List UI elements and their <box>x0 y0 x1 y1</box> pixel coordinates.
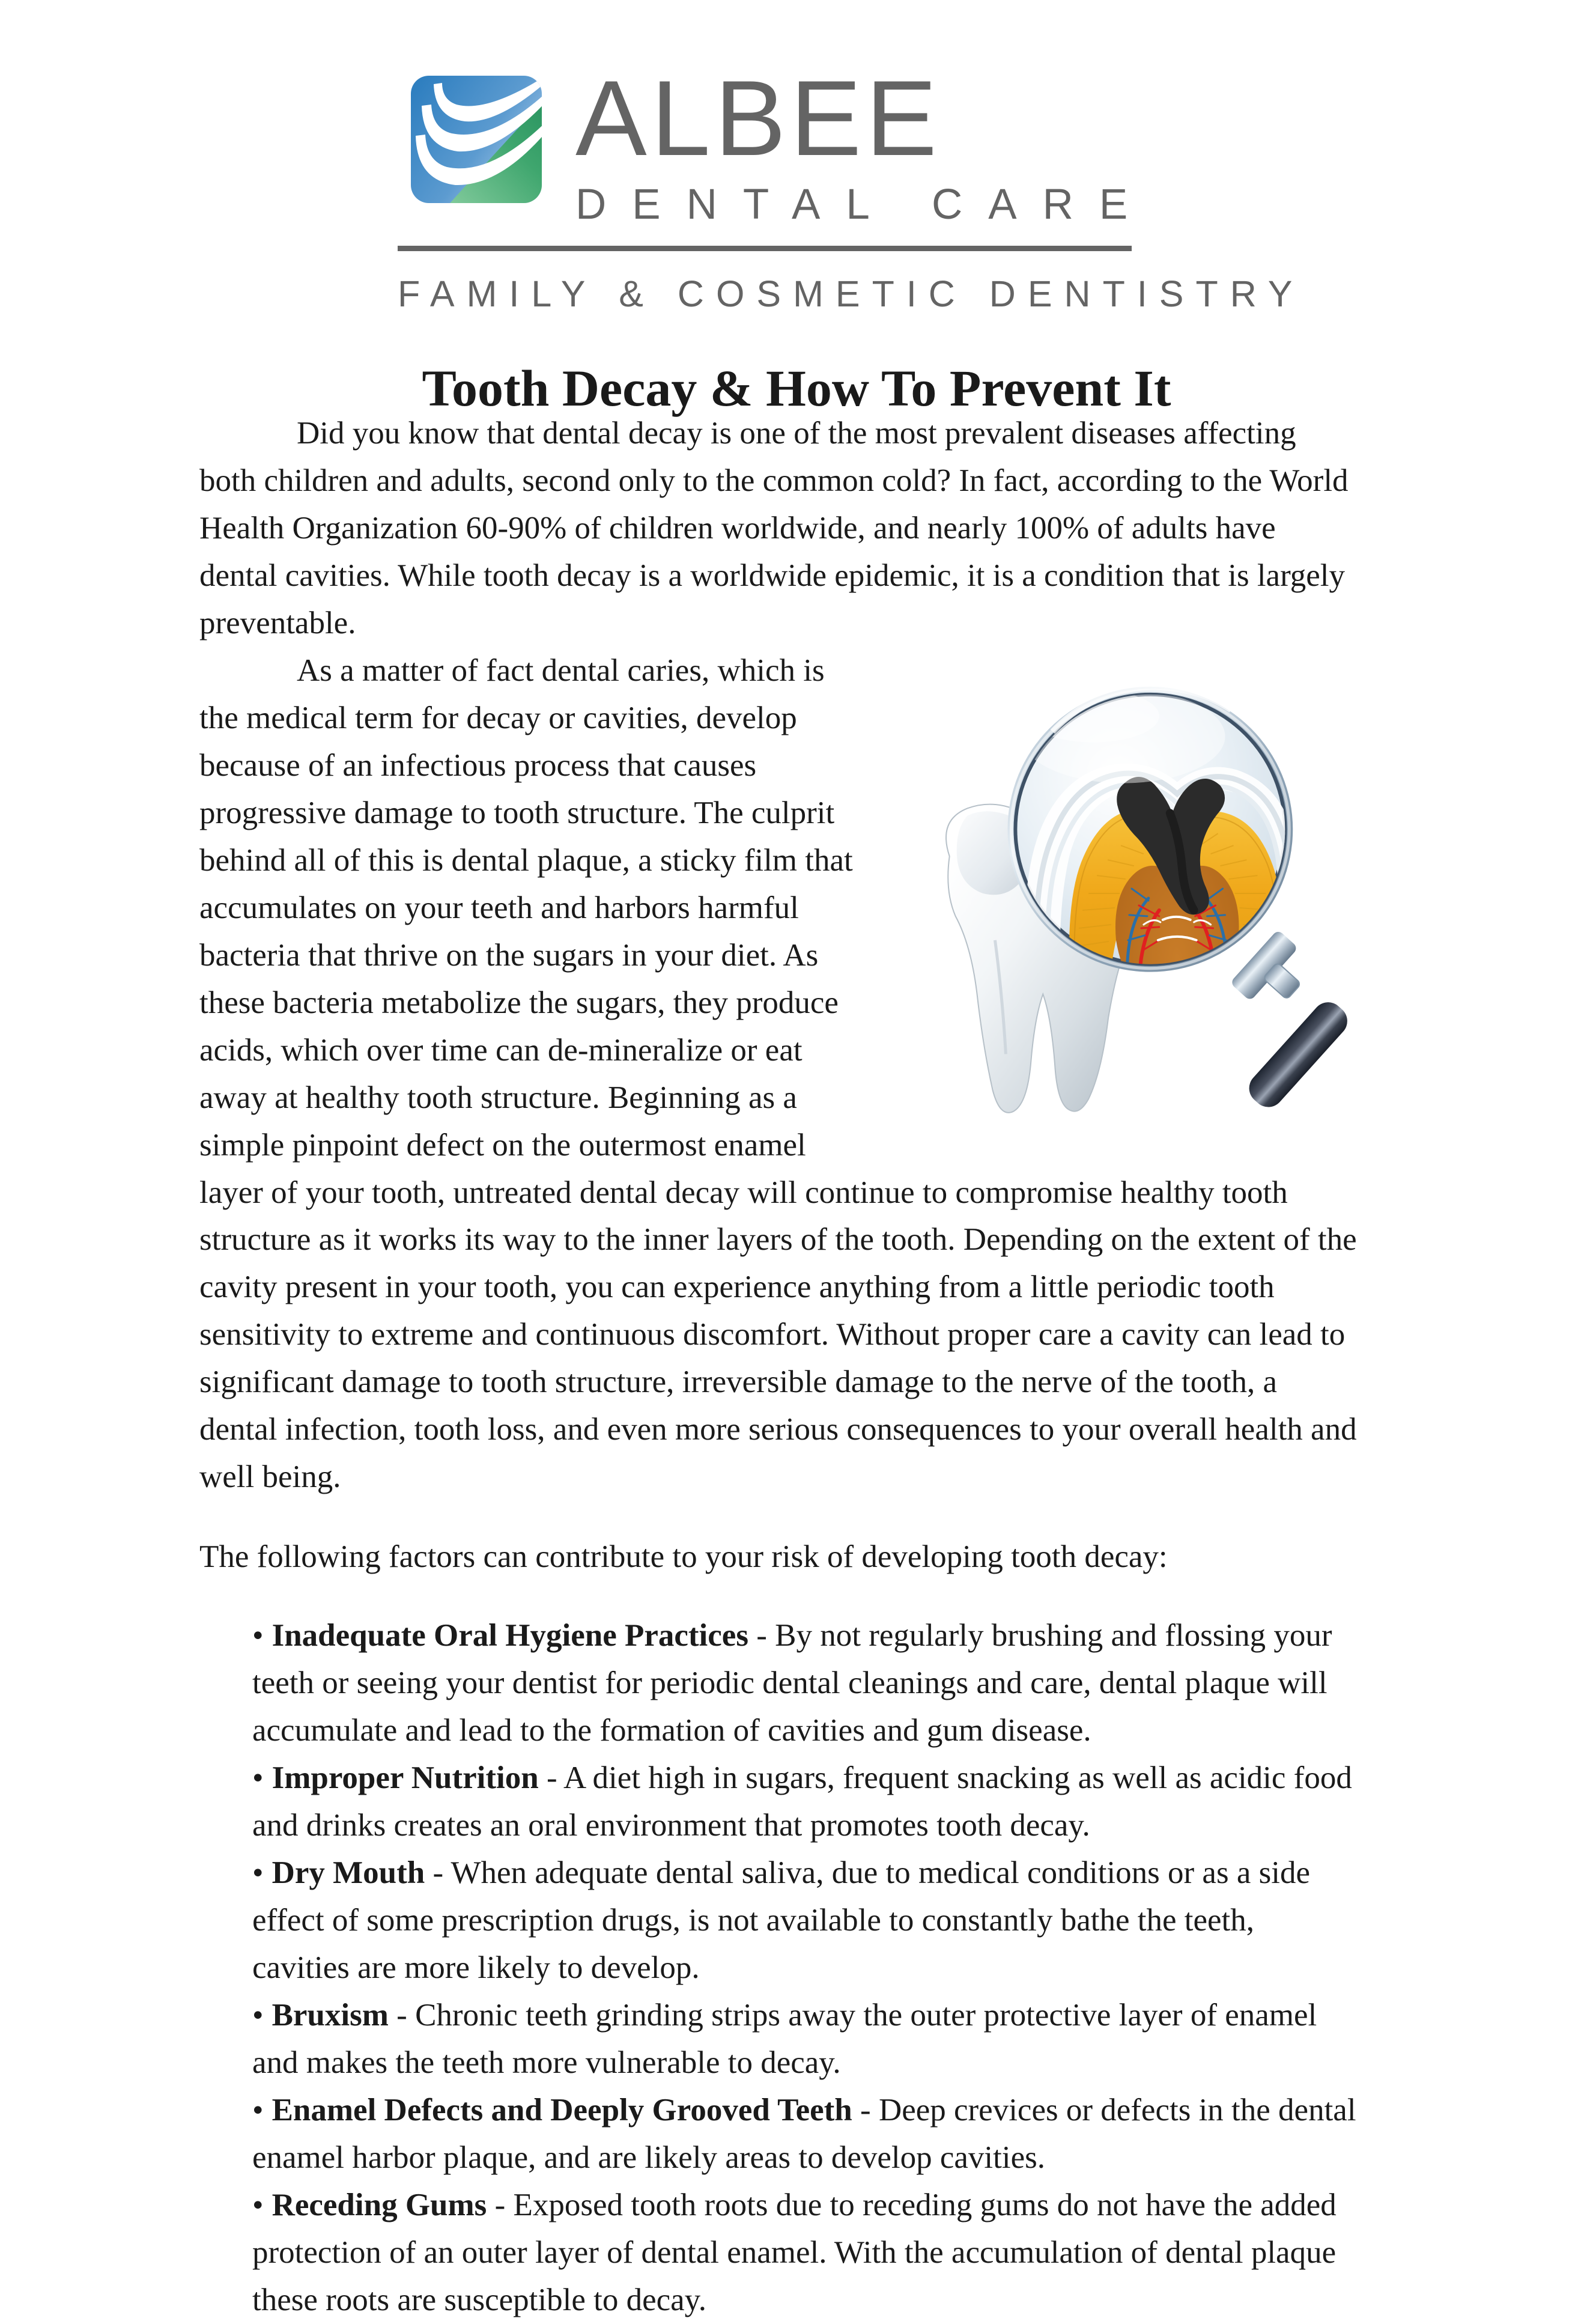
risk-separator: - <box>538 1760 563 1796</box>
page-title: Tooth Decay & How To Prevent It <box>422 359 1171 417</box>
risk-description: Chronic teeth grinding strips away the outer protective layer of enamel and makes the teeth more vulnerable to decay. <box>252 1998 1317 2080</box>
risk-factor-list <box>199 1612 1357 2324</box>
risk-term: Improper Nutrition <box>272 1760 539 1796</box>
risk-separator: - <box>487 2187 514 2222</box>
risk-separator: - <box>852 2092 879 2128</box>
magnifier-handle <box>1230 929 1353 1113</box>
logo-divider-rule <box>398 246 1132 251</box>
risk-separator: - <box>388 1998 416 2033</box>
risk-description: By not regularly brushing and flossing your teeth or seeing your dentist for periodic dental cleanings and care, dental plaque will accumulate and lead to the formation of cavities and gum disease. <box>252 1618 1332 1748</box>
brand-subtitle: DENTAL CARE <box>575 180 1154 228</box>
risk-separator: - <box>748 1618 775 1653</box>
risk-description: A diet high in sugars, frequent snacking as well as acidic food and drinks creates an oral environment that promotes tooth decay. <box>252 1760 1352 1843</box>
list-item <box>252 2087 1357 2182</box>
risk-term: Enamel Defects and Deeply Grooved Teeth <box>272 2092 852 2128</box>
risk-description: Exposed tooth roots due to receding gums do not have the added protection of an outer layer of dental enamel. With the accumulation of dental plaque these roots are susceptible to decay. <box>252 2187 1337 2317</box>
list-item <box>252 1992 1357 2087</box>
list-item <box>252 1612 1357 1754</box>
brand-wordmark: ALBEE <box>575 58 941 178</box>
bullet-icon: • <box>252 1855 264 1891</box>
bullet-icon: • <box>252 1998 264 2033</box>
list-item <box>252 1754 1357 1849</box>
albee-swoosh-mark-icon <box>398 71 555 227</box>
list-item <box>252 2182 1357 2324</box>
tooth-cavity-magnifier-illustration <box>878 658 1357 1133</box>
risk-separator: - <box>425 1855 451 1891</box>
list-item <box>252 1849 1357 1992</box>
risk-term: Inadequate Oral Hygiene Practices <box>272 1618 748 1653</box>
risk-term: Receding Gums <box>272 2187 487 2222</box>
risk-term: Bruxism <box>272 1998 389 2033</box>
bullet-icon: • <box>252 1618 264 1653</box>
paragraph-intro: Did you know that dental decay is one of the most prevalent diseases affecting both children and adults, second only to the common cold? In fact, according to the World Health Organization 60-90% of children worldwide, and nearly 100% of adults have dental cavities. While tooth decay is a worldwide epidemic, it is a condition that is largely preventable. <box>199 416 1349 640</box>
bullet-icon: • <box>252 2187 264 2222</box>
bullet-icon: • <box>252 1760 264 1796</box>
risk-description: Deep crevices or defects in the dental enamel harbor plaque, and are likely areas to develop cavities. <box>252 2092 1356 2175</box>
brand-tagline: FAMILY & COSMETIC DENTISTRY <box>398 273 1305 314</box>
risk-list-intro: The following factors can contribute to your risk of developing tooth decay: <box>199 1539 1168 1575</box>
risk-term: Dry Mouth <box>272 1855 425 1891</box>
brand-logo <box>398 58 1305 315</box>
paragraph-caries: As a matter of fact dental caries, which is the medical term for decay or cavities, develop because of an infectious process that causes progressive damage to tooth structure. The culprit behind all of this is dental plaque, a sticky film that accumulates on your teeth and harbors harmful bacteria that thrive on the sugars in your diet. As these bacteria metabolize the sugars, they produce acids, which over time can de-mineralize or eat away at healthy tooth structure. Beginning as a simple pinpoint defect on the outermost enamel layer of your tooth, untreated dental decay will continue to compromise healthy tooth structure as it works its way to the inner layers of the tooth. Depending on the extent of the cavity present in your tooth, you can experience anything from a little periodic tooth sensitivity to extreme and continuous discomfort. Without proper care a cavity can lead to significant damage to tooth structure, irreversible damage to the nerve of the tooth, a dental infection, tooth loss, and even more serious consequences to your overall health and well being. <box>199 652 1357 1495</box>
bullet-icon: • <box>252 2092 264 2128</box>
risk-description: When adequate dental saliva, due to medical conditions or as a side effect of some prescription drugs, is not available to constantly bathe the teeth, cavities are more likely to develop. <box>252 1855 1310 1986</box>
document-body <box>199 410 1357 2324</box>
